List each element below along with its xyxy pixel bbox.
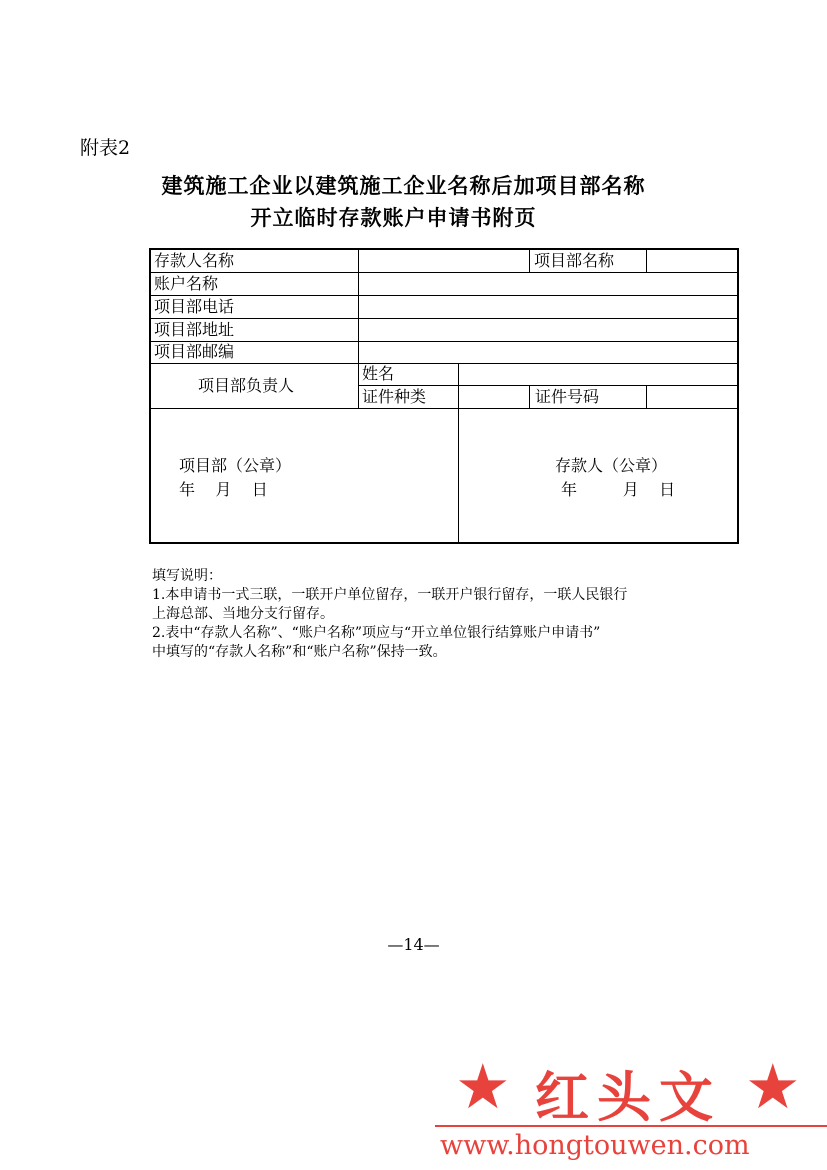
document-title-line2: 开立临时存款账户申请书附页 bbox=[250, 205, 537, 230]
star-icon: ★ bbox=[745, 1050, 801, 1123]
project-dept-address-field[interactable] bbox=[359, 320, 737, 340]
depositor-name-label: 存款人名称 bbox=[154, 251, 235, 270]
document-title-line1: 建筑施工企业以建筑施工企业名称后加项目部名称 bbox=[161, 173, 646, 198]
instruction-1-line1: 1.本申请书一式三联，一联开户单位留存，一联开户银行留存，一联人民银行 bbox=[152, 587, 628, 603]
id-type-label: 证件种类 bbox=[362, 387, 427, 406]
id-number-field[interactable] bbox=[647, 387, 737, 407]
id-number-label: 证件号码 bbox=[535, 387, 600, 406]
depositor-stamp-label: 存款人（公章） bbox=[555, 456, 668, 475]
instructions-heading: 填写说明： bbox=[152, 568, 222, 584]
project-dept-name-label: 项目部名称 bbox=[534, 251, 615, 270]
project-dept-stamp-label: 项目部（公章） bbox=[179, 456, 292, 475]
project-dept-phone-label: 项目部电话 bbox=[154, 297, 235, 316]
project-dept-phone-field[interactable] bbox=[359, 297, 737, 317]
leader-name-label: 姓名 bbox=[362, 364, 395, 383]
project-dept-address-label: 项目部地址 bbox=[154, 320, 235, 339]
page-number: —14— bbox=[387, 935, 440, 954]
account-name-label: 账户名称 bbox=[154, 274, 219, 293]
project-dept-name-field[interactable] bbox=[647, 251, 737, 271]
instruction-2-line2: 中填写的“存款人名称”和“账户名称”保持一致。 bbox=[152, 644, 447, 660]
application-form-table bbox=[149, 248, 739, 544]
project-dept-postcode-field[interactable] bbox=[359, 342, 737, 362]
depositor-date-label: 年 月 日 bbox=[561, 480, 676, 499]
project-dept-date-label: 年 月 日 bbox=[179, 480, 268, 499]
project-dept-postcode-label: 项目部邮编 bbox=[154, 342, 235, 361]
appendix-label: 附表2 bbox=[80, 137, 131, 159]
star-icon: ★ bbox=[455, 1050, 511, 1123]
watermark-url: www.hongtouwen.com bbox=[440, 1130, 750, 1161]
id-type-field[interactable] bbox=[459, 387, 528, 407]
filling-instructions bbox=[152, 567, 722, 662]
leader-name-field[interactable] bbox=[459, 364, 737, 384]
watermark-divider bbox=[435, 1125, 827, 1127]
project-leader-label: 项目部负责人 bbox=[198, 376, 295, 395]
watermark bbox=[0, 1050, 827, 1170]
watermark-brand: 红头文 bbox=[535, 1065, 721, 1129]
instruction-1-line2: 上海总部、当地分支行留存。 bbox=[152, 606, 334, 622]
depositor-name-field[interactable] bbox=[359, 251, 528, 271]
instruction-2-line1: 2.表中“存款人名称”、“账户名称”项应与“开立单位银行结算账户申请书” bbox=[152, 625, 601, 641]
account-name-field[interactable] bbox=[359, 274, 737, 294]
